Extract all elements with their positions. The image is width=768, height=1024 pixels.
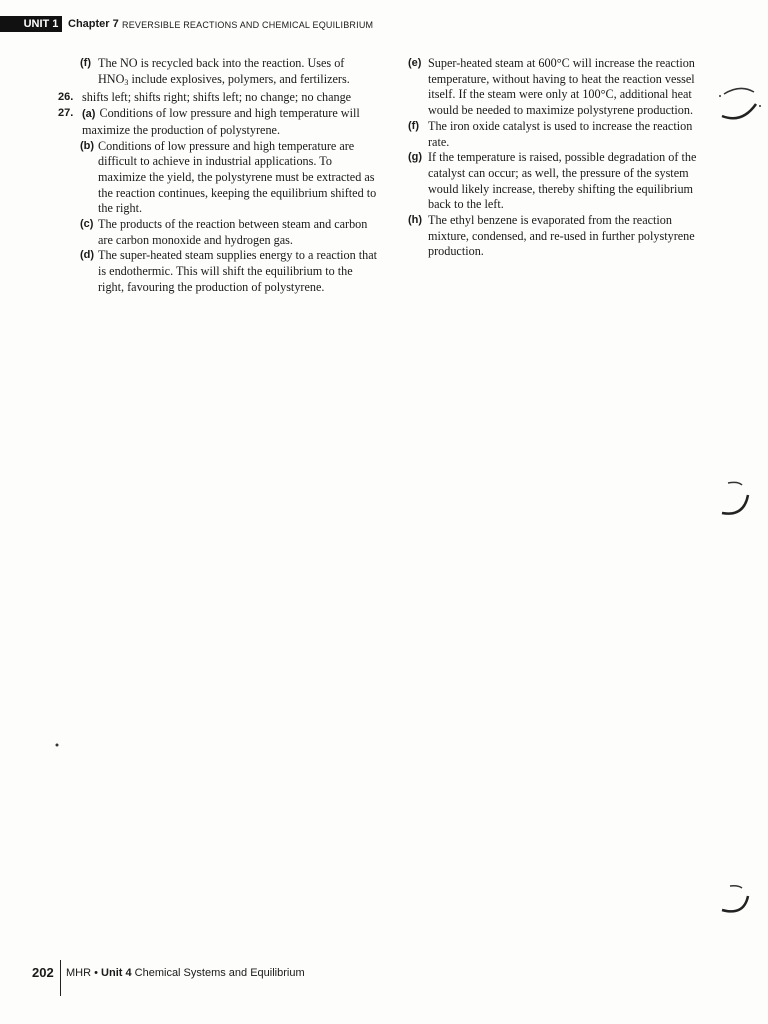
- answer-26-label: 26.: [58, 91, 74, 104]
- answer-27a-text: Conditions of low pressure and high temperature will maximize the production of polystyrene.: [82, 106, 360, 137]
- answer-27h-label: (h): [408, 214, 423, 227]
- answer-27d: [58, 248, 380, 295]
- answer-27e-text: Super-heated steam at 600°C will increase the reaction temperature, without having to heat the reaction vessel itself. If the steam were only at 100°C, additional heat would be needed to maximize polystyrene production.: [428, 56, 695, 118]
- answer-27b-label: (b): [80, 139, 95, 152]
- answer-27e: [408, 56, 704, 119]
- footer-publisher: MHR •: [66, 967, 98, 979]
- answer-f-formula: [98, 72, 128, 86]
- page-number: 202: [32, 965, 54, 980]
- formula-base: HNO: [98, 71, 125, 86]
- answer-26-text: shifts left; shifts right; shifts left; no change; no change: [82, 90, 352, 105]
- header-bar: [0, 16, 20, 32]
- answer-27d-label: (d): [80, 249, 95, 262]
- right-column: [408, 56, 704, 260]
- answer-f: [58, 56, 380, 90]
- answer-f-label: (f): [80, 57, 91, 69]
- scan-artifact-dot: [54, 742, 60, 748]
- answer-27c-label: (c): [80, 218, 94, 231]
- unit-badge: UNIT 1: [20, 16, 62, 32]
- chapter-label: Chapter 7: [68, 18, 119, 30]
- formula-subscript: 3: [124, 77, 129, 87]
- answer-27h: [408, 213, 704, 260]
- answer-27d-text: The super-heated steam supplies energy to a reaction that is endothermic. This will shift the equilibrium to the right, favouring the production of polystyrene.: [98, 248, 378, 294]
- footer-text: [66, 967, 305, 979]
- footer-unit: Unit 4: [101, 967, 132, 979]
- page-footer: [0, 960, 768, 1000]
- answer-27e-label: (e): [408, 57, 422, 69]
- scan-artifact-mark: [718, 880, 754, 920]
- footer-divider: [60, 960, 61, 996]
- scan-artifact-mark: [718, 475, 754, 520]
- scan-artifact-mark: [716, 80, 766, 125]
- answer-27c-text: The products of the reaction between steam and carbon are carbon monoxide and hydrogen gas.: [98, 217, 368, 247]
- answer-27a: [58, 106, 380, 138]
- answer-27h-text: The ethyl benzene is evaporated from the reaction mixture, condensed, and re-used in further polystyrene production.: [428, 213, 695, 259]
- chapter-title: REVERSIBLE REACTIONS AND CHEMICAL EQUILIBRIUM: [122, 20, 374, 30]
- answer-27b-text: Conditions of low pressure and high temperature are difficult to achieve in industrial applications. To maximize the yield, the polystyrene must be extracted as the reaction continues, keeping the equilibrium shifted to the right.: [98, 138, 377, 216]
- answer-27-label: 27.: [58, 107, 74, 120]
- left-column: [58, 56, 380, 296]
- answer-27f-text: The iron oxide catalyst is used to increase the reaction rate.: [428, 118, 693, 149]
- answer-27a-label: (a): [82, 108, 96, 121]
- page-header: [0, 16, 768, 32]
- answer-27g-label: (g): [408, 151, 423, 164]
- answer-27g-text: If the temperature is raised, possible degradation of the catalyst can occur; as well, the pressure of the system would likely increase, thereby shifting the equilibrium back to the left.: [428, 150, 697, 212]
- answer-27g: [408, 150, 704, 213]
- answer-27c: [58, 217, 380, 248]
- answer-27f: [408, 119, 704, 150]
- answer-f-line1: The NO is recycled back into the reaction. Uses of: [98, 56, 345, 70]
- answer-27b: [58, 139, 380, 218]
- answer-27f-label: (f): [408, 119, 419, 132]
- answer-f-line2: include explosives, polymers, and fertilizers.: [128, 71, 350, 86]
- footer-title: Chemical Systems and Equilibrium: [134, 967, 305, 979]
- answer-26: [58, 90, 380, 106]
